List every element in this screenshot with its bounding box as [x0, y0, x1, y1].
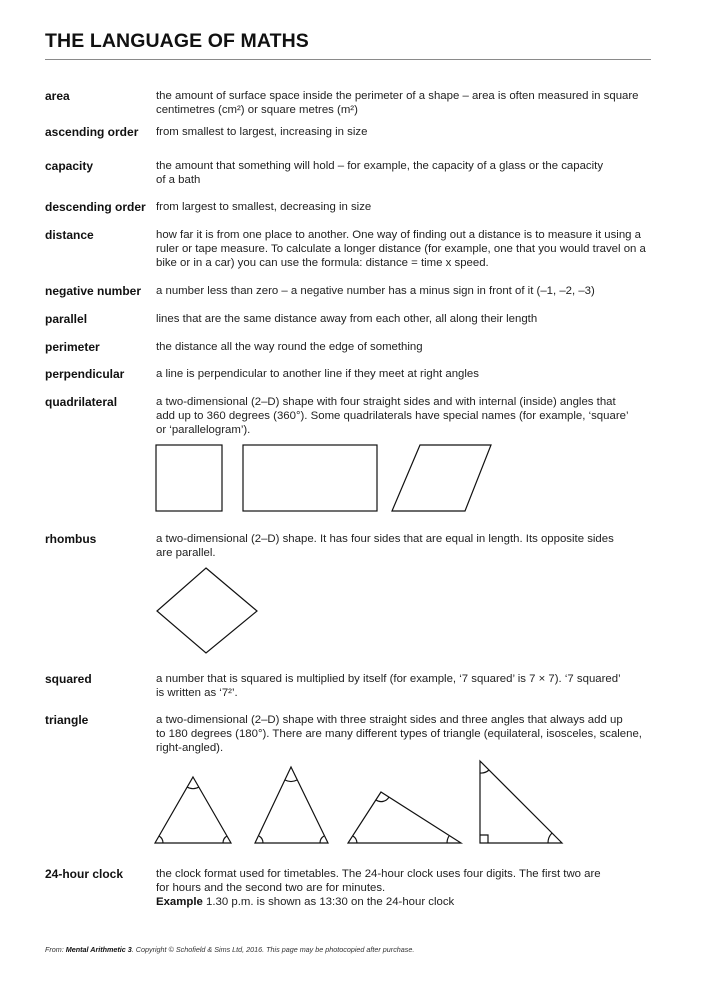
definition-line: a two-dimensional (2–D) shape with three straight sides and three angles that always add up	[156, 714, 623, 726]
isosceles-triangle-figure	[255, 767, 328, 843]
definition-line: of a bath	[156, 174, 201, 187]
definition-line: right-angled).	[156, 742, 224, 755]
definition-line: is written as ‘7²’.	[156, 687, 238, 700]
definition-line: add up to 360 degrees (360°). Some quadrilaterals have special names (for example, ‘square’	[156, 410, 629, 423]
square-figure	[156, 445, 222, 511]
definition-line: a number less than zero – a negative number has a minus sign in front of it (–1, –2, –3)	[156, 285, 595, 297]
footer-copyright-text: . Copyright © Schofield & Sims Ltd, 2016. This page may be photocopied after purchase.	[131, 945, 415, 954]
term: parallel	[45, 312, 88, 326]
definition-line: to 180 degrees (180°). There are many different types of triangle (equilateral, isosceles, scalene,	[156, 728, 642, 741]
term: quadrilateral	[45, 395, 118, 409]
definition-line: how far it is from one place to another. One way of finding out a distance is to measure it using a	[156, 229, 642, 241]
term: distance	[45, 228, 94, 242]
copyright-footer	[45, 945, 414, 954]
definition-line: lines that are the same distance away from each other, all along their length	[156, 313, 538, 325]
term: descending order	[45, 200, 146, 214]
term: 24-hour clock	[45, 867, 124, 881]
example-text: 1.30 p.m. is shown as 13:30 on the 24-hour clock	[202, 896, 455, 909]
equilateral-triangle-figure	[155, 777, 231, 843]
rectangle-figure	[243, 445, 377, 511]
definition-line: centimetres (cm²) or square metres (m²)	[156, 104, 358, 117]
term: rhombus	[45, 532, 97, 546]
definition-line: a two-dimensional (2–D) shape with four straight sides and with internal (inside) angles that	[156, 396, 616, 408]
definition-line: ruler or tape measure. To calculate a longer distance (for example, one that you would travel on a	[156, 243, 646, 256]
right-angled-triangle-figure	[480, 761, 562, 843]
footer-prefix: From:	[45, 945, 66, 954]
definition-line: the amount that something will hold – for example, the capacity of a glass or the capacity	[156, 160, 604, 172]
scalene-triangle-figure	[348, 792, 461, 843]
parallelogram-figure	[392, 445, 491, 511]
page-title: THE LANGUAGE OF MATHS	[45, 30, 309, 52]
definition-line: or ‘parallelogram’).	[156, 424, 251, 437]
definition-line: a number that is squared is multiplied by itself (for example, ‘7 squared’ is 7 × 7). ‘7 squared’	[156, 673, 621, 685]
definition-line: for hours and the second two are for minutes.	[156, 882, 386, 895]
example-label: Example	[156, 896, 203, 909]
term: ascending order	[45, 125, 139, 139]
definition-line: a two-dimensional (2–D) shape. It has four sides that are equal in length. Its opposite sides	[156, 533, 614, 545]
term: perpendicular	[45, 367, 125, 381]
definition-line: from smallest to largest, increasing in size	[156, 126, 368, 138]
definition-line: bike or in a car) you can use the formula: distance = time x speed.	[156, 257, 489, 270]
rhombus-figure	[157, 568, 257, 653]
term: squared	[45, 672, 92, 686]
definition-line: the amount of surface space inside the perimeter of a shape – area is often measured in square	[156, 90, 639, 102]
term: area	[45, 89, 70, 103]
definition-line: the distance all the way round the edge of something	[156, 341, 423, 353]
definition-line: from largest to smallest, decreasing in size	[156, 201, 372, 213]
term: negative number	[45, 284, 142, 298]
definition-line: are parallel.	[156, 547, 216, 560]
term: capacity	[45, 159, 94, 173]
term: perimeter	[45, 340, 100, 354]
definition-line: a line is perpendicular to another line if they meet at right angles	[156, 368, 479, 380]
definition-line: the clock format used for timetables. The 24-hour clock uses four digits. The first two are	[156, 868, 601, 880]
term: triangle	[45, 713, 89, 727]
footer-book-title: Mental Arithmetic 3	[65, 945, 132, 954]
